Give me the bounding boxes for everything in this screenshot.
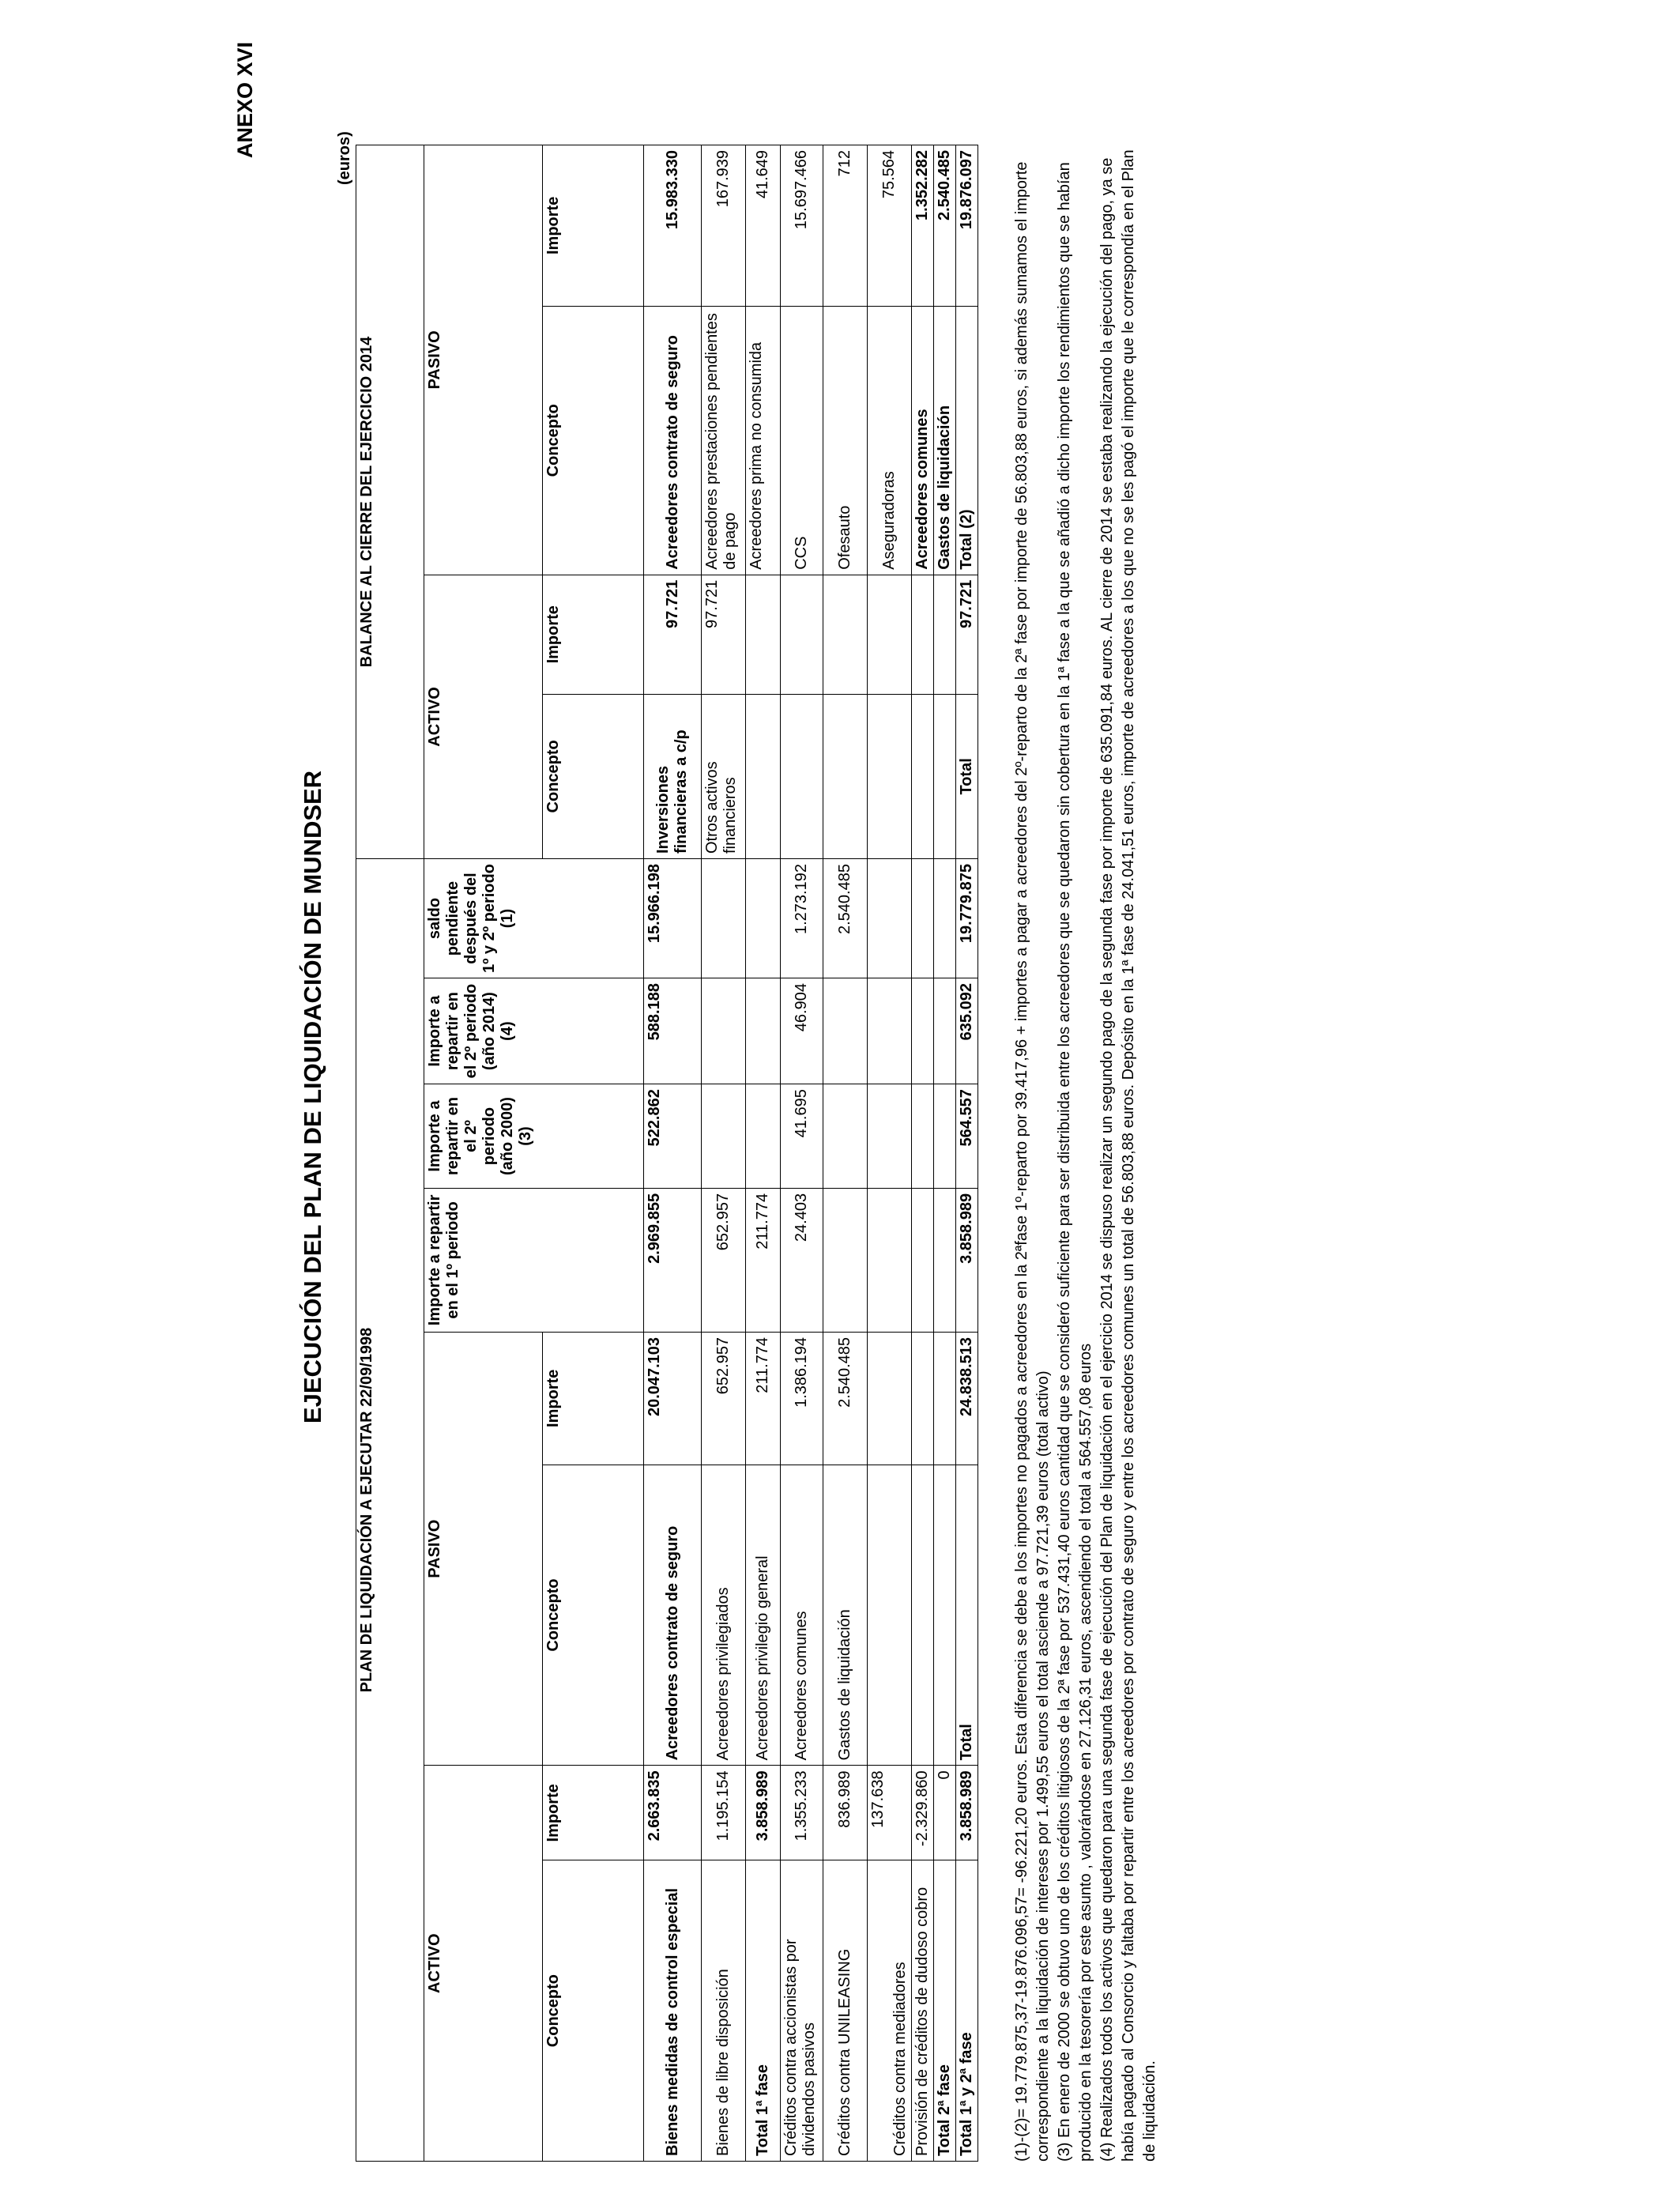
cell-pasivo-concepto: Gastos de liquidación — [823, 1465, 868, 1766]
footnotes — [1011, 145, 1161, 2162]
cell-pasivo-importe — [934, 1332, 956, 1465]
cell-pasivo-concepto: Total — [956, 1465, 978, 1766]
cell-balance-pasivo-importe: 2.540.485 — [934, 145, 956, 307]
concepto-header: Concepto — [543, 1465, 644, 1766]
cell-balance-pasivo-concepto: Gastos de liquidación — [934, 306, 956, 575]
plan-activo-header: ACTIVO — [424, 1766, 543, 2162]
cell-1p — [912, 1188, 934, 1332]
cell-balance-activo-importe — [868, 575, 912, 694]
cell-1p: 652.957 — [702, 1188, 746, 1332]
cell-balance-activo-importe: 97.721 — [644, 575, 702, 694]
cell-pasivo-concepto: Acreedores comunes — [781, 1465, 823, 1766]
cell-2p-2000 — [934, 1084, 956, 1189]
footnote-4: (4) Realizados todos los activos que quedaron para una segunda fase de ejecución del Plan de liquidación en el ejercicio 2014 se dispuso realizar un segundo pago de la segunda fase por importe de 635.091,84 euros. AL cierre de 2014 se estaba realizando la ejecución del pago, ya se había pagado al Consorcio y faltaba por repartir entre los acreedores por contrato de seguro y entre los acreedores comunes un total de 56.803,88 euros. Depósito en la 1ª fase de 24.041,51 euros, importe de acreedores a los que no se les pagó el importe que le correspondía en el Plan de liquidación. — [1098, 149, 1158, 2162]
cell-saldo — [934, 859, 956, 978]
cell-pasivo-importe — [868, 1332, 912, 1465]
header-row-2 — [424, 145, 543, 2162]
annex-label: ANEXO XVI — [233, 41, 257, 158]
cell-balance-activo-importe: 97.721 — [956, 575, 978, 694]
cell-1p — [823, 1188, 868, 1332]
table-row-total — [956, 145, 978, 2162]
cell-activo-concepto: Total 1ª fase — [746, 1860, 781, 2162]
cell-saldo — [868, 859, 912, 978]
cell-saldo — [912, 859, 934, 978]
cell-1p — [934, 1188, 956, 1332]
importe-header: Importe — [543, 575, 644, 694]
table-row — [781, 145, 823, 2162]
cell-activo-concepto: Créditos contra UNILEASING — [823, 1860, 868, 2162]
cell-1p: 211.774 — [746, 1188, 781, 1332]
importe-header: Importe — [543, 1766, 644, 1860]
cell-balance-pasivo-importe: 75.564 — [868, 145, 912, 307]
cell-balance-pasivo-importe: 19.876.097 — [956, 145, 978, 307]
cell-2p-2000: 522.862 — [644, 1084, 702, 1189]
table-row — [868, 145, 912, 2162]
cell-2p-2000 — [868, 1084, 912, 1189]
cell-2p-2014: 588.188 — [644, 978, 702, 1084]
plan-pasivo-header: PASIVO — [424, 1332, 543, 1765]
concepto-header: Concepto — [543, 306, 644, 575]
cell-balance-pasivo-concepto: Acreedores comunes — [912, 306, 934, 575]
cell-activo-concepto: Bienes medidas de control especial — [644, 1860, 702, 2162]
table-row — [702, 145, 746, 2162]
cell-pasivo-concepto — [868, 1465, 912, 1766]
cell-balance-pasivo-concepto: Total (2) — [956, 306, 978, 575]
cell-balance-pasivo-importe: 1.352.282 — [912, 145, 934, 307]
cell-2p-2014 — [934, 978, 956, 1084]
cell-pasivo-importe: 24.838.513 — [956, 1332, 978, 1465]
table-row — [823, 145, 868, 2162]
cell-balance-activo-concepto — [912, 694, 934, 858]
cell-saldo: 15.966.198 — [644, 859, 702, 978]
cell-activo-importe: 3.858.989 — [746, 1766, 781, 1860]
cell-activo-importe: 3.858.989 — [956, 1766, 978, 1860]
cell-activo-importe: 1.195.154 — [702, 1766, 746, 1860]
cell-2p-2000: 564.557 — [956, 1084, 978, 1189]
cell-balance-pasivo-importe: 41.649 — [746, 145, 781, 307]
cell-balance-pasivo-concepto: Acreedores prima no consumida — [746, 306, 781, 575]
cell-balance-pasivo-concepto: Acreedores prestaciones pendientes de pago — [702, 306, 746, 575]
cell-pasivo-concepto: Acreedores privilegiados — [702, 1465, 746, 1766]
cell-2p-2000: 41.695 — [781, 1084, 823, 1189]
cell-activo-concepto: Provisión de créditos de dudoso cobro — [912, 1860, 934, 2162]
cell-balance-activo-importe — [912, 575, 934, 694]
cell-balance-activo-concepto — [746, 694, 781, 858]
cell-2p-2000 — [912, 1084, 934, 1189]
cell-pasivo-importe: 652.957 — [702, 1332, 746, 1465]
cell-balance-activo-concepto — [781, 694, 823, 858]
col-saldo-header: saldo pendiente después del 1º y 2º periodo (1) — [424, 859, 644, 978]
cell-saldo — [702, 859, 746, 978]
cell-balance-activo-concepto — [868, 694, 912, 858]
footnote-1: (1)-(2)= 19.779.875,37-19.876.096,57= -96.221,20 euros. Esta diferencia se debe a los importes no pagados a acreedores en la 2ªfase 1º-reparto por 39.417,96 + importes a pagar a acreedores del 2º-reparto de la 2ª fase por importe de 56.803,88 euros, si además sumamos el importe correspondiente a la liquidación de intereses por 1.499,55 euros el total asciende a 97.721,39 euros (total activo) — [1013, 161, 1052, 2162]
plan-title: PLAN DE LIQUIDACIÓN A EJECUTAR 22/09/1998 — [356, 859, 424, 2162]
cell-balance-pasivo-importe: 167.939 — [702, 145, 746, 307]
cell-balance-activo-concepto: Total — [956, 694, 978, 858]
cell-2p-2000 — [702, 1084, 746, 1189]
table-row — [934, 145, 956, 2162]
cell-2p-2000 — [746, 1084, 781, 1189]
cell-balance-pasivo-concepto: Acreedores contrato de seguro — [644, 306, 702, 575]
cell-balance-pasivo-importe: 15.697.466 — [781, 145, 823, 307]
cell-balance-activo-importe — [823, 575, 868, 694]
cell-activo-importe: 137.638 — [868, 1766, 912, 1860]
cell-pasivo-concepto: Acreedores privilegio general — [746, 1465, 781, 1766]
cell-activo-importe: 836.989 — [823, 1766, 868, 1860]
cell-activo-importe: 0 — [934, 1766, 956, 1860]
concepto-header: Concepto — [543, 694, 644, 858]
cell-balance-activo-concepto — [934, 694, 956, 858]
cell-activo-concepto: Bienes de libre disposición — [702, 1860, 746, 2162]
cell-balance-pasivo-concepto: Ofesauto — [823, 306, 868, 575]
cell-balance-pasivo-concepto: CCS — [781, 306, 823, 575]
table-row — [746, 145, 781, 2162]
cell-activo-concepto: Créditos contra accionistas por dividendos pasivos — [781, 1860, 823, 2162]
cell-2p-2014: 635.092 — [956, 978, 978, 1084]
balance-activo-header: ACTIVO — [424, 575, 543, 858]
table-row — [644, 145, 702, 2162]
cell-2p-2014 — [912, 978, 934, 1084]
cell-pasivo-concepto — [934, 1465, 956, 1766]
cell-1p: 24.403 — [781, 1188, 823, 1332]
cell-saldo: 2.540.485 — [823, 859, 868, 978]
units-label: (euros) — [336, 131, 353, 185]
cell-balance-activo-importe: 97.721 — [702, 575, 746, 694]
cell-balance-activo-concepto: Inversiones financieras a c/p — [644, 694, 702, 858]
balance-title: BALANCE AL CIERRE DEL EJERCICIO 2014 — [356, 145, 424, 859]
liquidation-table — [356, 145, 978, 2162]
importe-header: Importe — [543, 145, 644, 307]
cell-saldo: 1.273.192 — [781, 859, 823, 978]
col-2p-2014-header: Importe a repartir en el 2º periodo (año 2014) (4) — [424, 978, 644, 1084]
cell-pasivo-importe: 20.047.103 — [644, 1332, 702, 1465]
cell-activo-importe: 1.355.233 — [781, 1766, 823, 1860]
cell-1p: 3.858.989 — [956, 1188, 978, 1332]
cell-pasivo-importe: 1.386.194 — [781, 1332, 823, 1465]
cell-2p-2014 — [702, 978, 746, 1084]
cell-pasivo-importe: 2.540.485 — [823, 1332, 868, 1465]
col-2p-2000-header: Importe a repartir en el 2º periodo (año 2000) (3) — [424, 1084, 644, 1189]
cell-activo-concepto: Créditos contra mediadores — [868, 1860, 912, 2162]
balance-pasivo-header: PASIVO — [424, 145, 543, 575]
cell-activo-concepto: Total 1ª y 2ª fase — [956, 1860, 978, 2162]
header-row-1 — [356, 145, 424, 2162]
cell-balance-activo-concepto — [823, 694, 868, 858]
table-row — [912, 145, 934, 2162]
cell-pasivo-importe: 211.774 — [746, 1332, 781, 1465]
cell-saldo — [746, 859, 781, 978]
cell-balance-pasivo-importe: 15.983.330 — [644, 145, 702, 307]
page-title: EJECUCIÓN DEL PLAN DE LIQUIDACIÓN DE MUNDSER — [299, 770, 326, 1424]
cell-balance-activo-importe — [934, 575, 956, 694]
concepto-header: Concepto — [543, 1860, 644, 2162]
cell-2p-2014 — [746, 978, 781, 1084]
col-1p-header: Importe a repartir en el 1º periodo — [424, 1188, 644, 1332]
footnote-3: (3) En enero de 2000 se obtuvo uno de los créditos litigiosos de la 2ª fase por 537.431,40 euros cantidad que se consideró suficiente para ser distribuida entre los acreedores que se quedaron sin cobertura en la 1ª fase a la que se añadió a dicho importe los rendimientos que se habían producido en la tesorería por este asunto , valorándose en 27.126,31 euros, ascendiendo el total a 564.557,08 euros — [1056, 162, 1094, 2162]
cell-pasivo-concepto: Acreedores contrato de seguro — [644, 1465, 702, 1766]
cell-balance-pasivo-concepto: Aseguradoras — [868, 306, 912, 575]
cell-pasivo-concepto — [912, 1465, 934, 1766]
cell-activo-concepto: Total 2ª fase — [934, 1860, 956, 2162]
cell-1p: 2.969.855 — [644, 1188, 702, 1332]
cell-2p-2014 — [868, 978, 912, 1084]
cell-saldo: 19.779.875 — [956, 859, 978, 978]
cell-1p — [868, 1188, 912, 1332]
cell-pasivo-importe — [912, 1332, 934, 1465]
cell-2p-2014: 46.904 — [781, 978, 823, 1084]
cell-balance-pasivo-importe: 712 — [823, 145, 868, 307]
cell-2p-2000 — [823, 1084, 868, 1189]
cell-balance-activo-importe — [781, 575, 823, 694]
cell-balance-activo-importe — [746, 575, 781, 694]
cell-balance-activo-concepto: Otros activos financieros — [702, 694, 746, 858]
cell-activo-importe: 2.663.835 — [644, 1766, 702, 1860]
cell-2p-2014 — [823, 978, 868, 1084]
importe-header: Importe — [543, 1332, 644, 1465]
cell-activo-importe: -2.329.860 — [912, 1766, 934, 1860]
